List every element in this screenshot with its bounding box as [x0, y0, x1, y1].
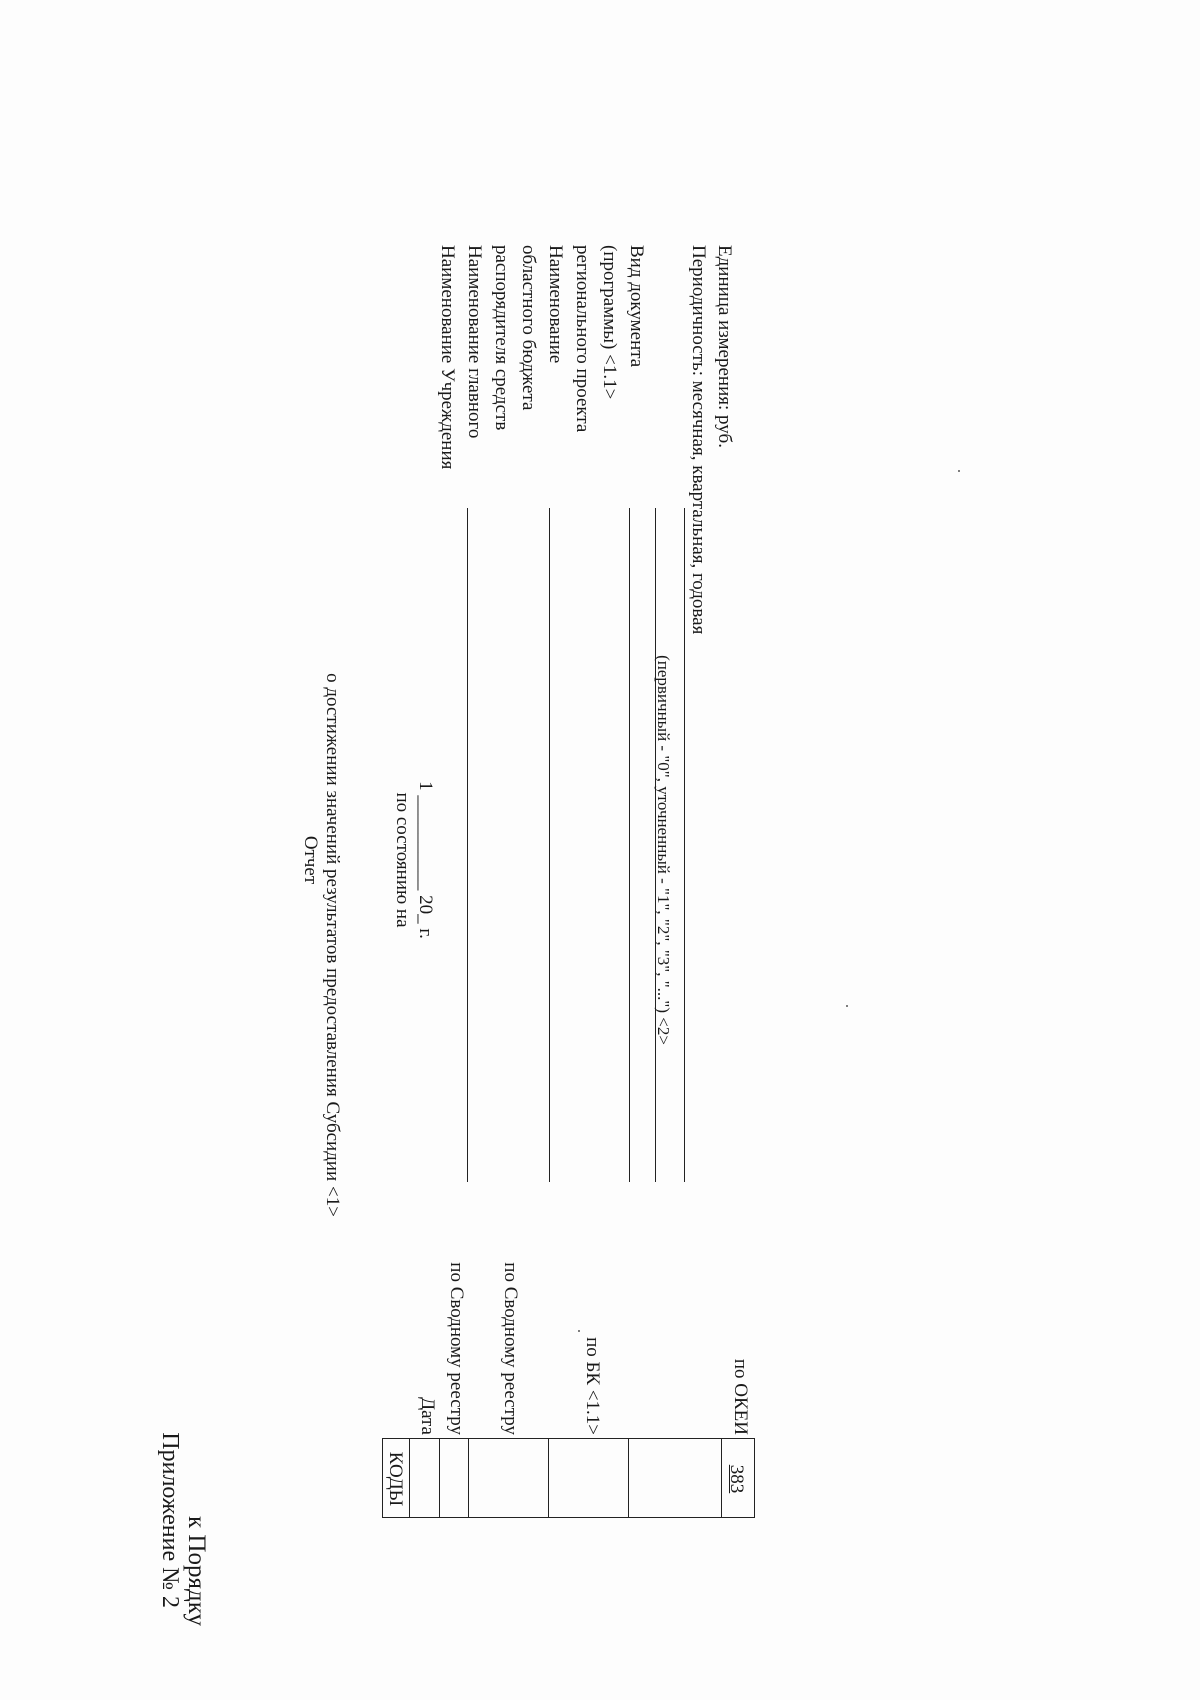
appendix-reference: к Порядку	[183, 1516, 210, 1626]
okei-code-value: 383	[726, 1464, 747, 1494]
doc-type-hint: (первичный - "0", уточненный - "1", "2", "3", "...") <2>	[654, 655, 673, 1045]
lower-fill-line[interactable]	[684, 508, 685, 1182]
institution-fill-line[interactable]	[467, 508, 468, 1182]
code-label-okei: по ОКЕИ	[730, 1358, 751, 1435]
code-cell-bk[interactable]	[548, 1438, 629, 1518]
report-title: Отчет	[300, 835, 321, 885]
code-cell-date[interactable]	[409, 1438, 440, 1518]
field-label-distributor-2: распорядителя средств	[491, 245, 512, 431]
code-cell-registry-1[interactable]	[439, 1438, 469, 1518]
code-label-date: Дата	[417, 1397, 438, 1435]
appendix-number: Приложение № 2	[157, 1432, 183, 1608]
code-cell-registry-2[interactable]	[468, 1438, 549, 1518]
scan-speck	[958, 470, 960, 472]
scan-speck	[578, 1330, 580, 1332]
unit-note: Единица измерения: руб.	[714, 245, 735, 448]
field-label-project-1: Наименование	[545, 245, 566, 364]
report-as-of-label: по состоянию на	[392, 792, 413, 928]
field-label-doc-type: Вид документа	[626, 245, 647, 368]
field-label-institution: Наименование Учреждения	[437, 245, 458, 470]
project-fill-line[interactable]	[629, 508, 630, 1182]
code-cell-okei[interactable]	[721, 1438, 755, 1518]
codes-header-cell	[382, 1438, 410, 1518]
distributor-fill-line[interactable]	[549, 508, 550, 1182]
codes-header: КОДЫ	[385, 1451, 406, 1507]
code-cell-doc-type[interactable]	[628, 1438, 722, 1518]
report-subtitle: о достижении значений результатов предоставления Субсидии <1>	[322, 673, 343, 1217]
code-label-registry-2: по Сводному реестру	[500, 1262, 521, 1435]
report-date-line: 1 __________ 20_ г.	[415, 781, 436, 939]
code-label-registry-1: по Сводному реестру	[446, 1262, 467, 1435]
field-label-project-2: регионального проекта	[572, 245, 593, 433]
field-label-project-3: (программы) <1.1>	[599, 245, 620, 400]
field-label-distributor-3: областного бюджета	[518, 245, 539, 411]
periodicity-note: Периодичность: месячная, квартальная, годовая	[688, 245, 709, 635]
field-label-distributor-1: Наименование главного	[464, 245, 485, 439]
scan-speck	[846, 1005, 848, 1007]
code-label-bk: по БК <1.1>	[582, 1337, 603, 1435]
